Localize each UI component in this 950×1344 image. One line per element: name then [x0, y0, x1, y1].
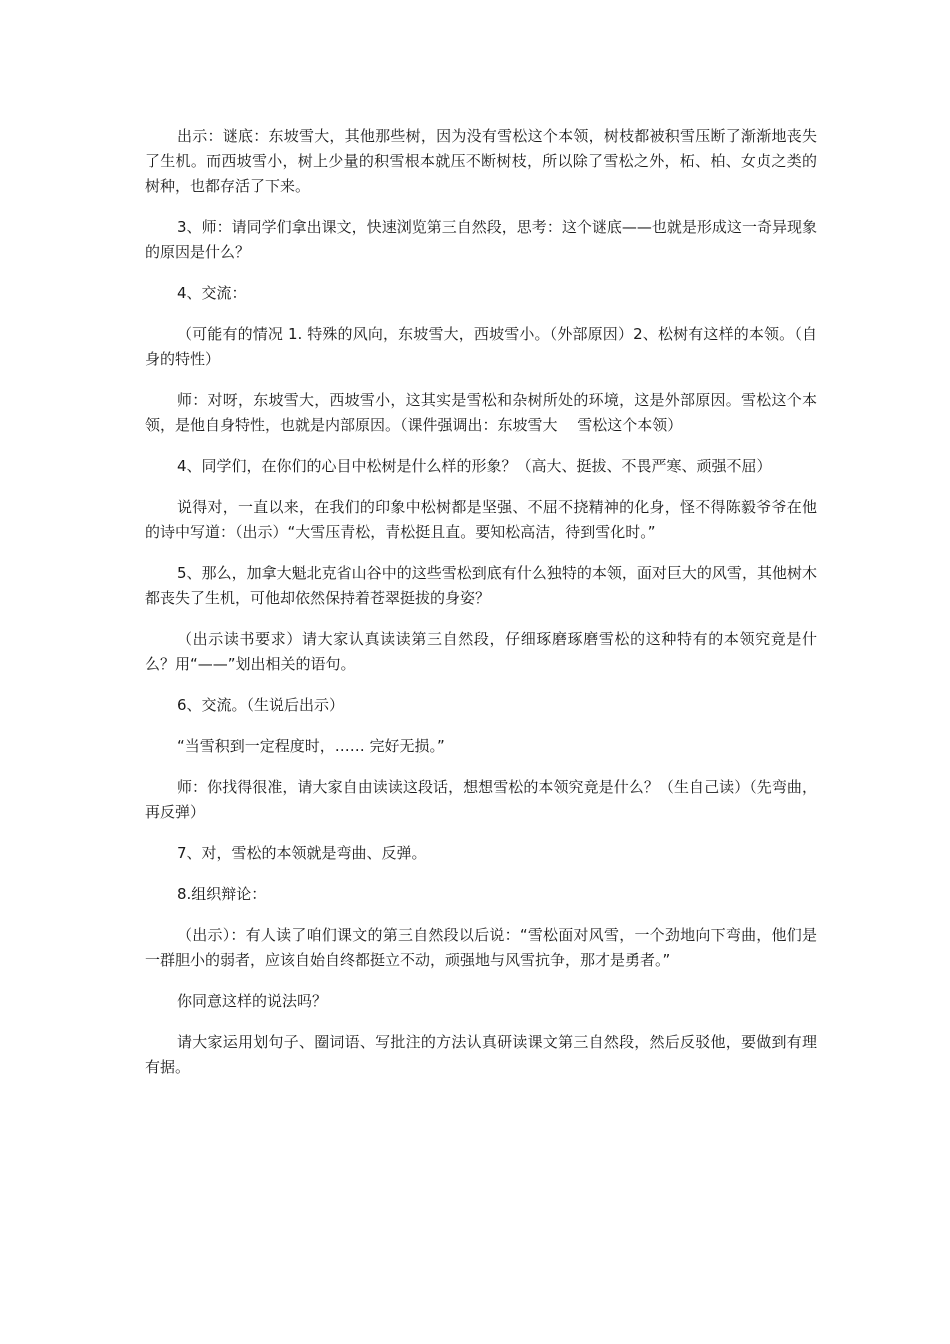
paragraph-teacher-summary: 师：对呀，东坡雪大，西坡雪小，这其实是雪松和杂树所处的环境，这是外部原因。雪松这个本领，是他自身特性，也就是内部原因。（课件强调出：东坡雪大 雪松这个本领）: [145, 391, 817, 434]
paragraph-quote: “当雪积到一定程度时，…… 完好无损。”: [177, 737, 445, 755]
paragraph-step-6: 6、交流。（生说后出示）: [177, 696, 345, 714]
paragraph-teacher-praise: 师：你找得很准，请大家自由读读这段话，想想雪松的本领究竟是什么？（生自己读）（先弯曲，再反弹）: [145, 778, 817, 821]
document-body: [145, 124, 817, 1096]
paragraph-step-4-exchange: 4、交流：: [177, 284, 247, 302]
paragraph-step-5: 5、那么，加拿大魁北克省山谷中的这些雪松到底有什么独特的本领，面对巨大的风雪，其他树木都丧失了生机，可他却依然保持着苍翠挺拔的身姿？: [145, 564, 817, 607]
paragraph-step-7: 7、对，雪松的本领就是弯曲、反弹。: [177, 844, 427, 862]
paragraph-step-3: 3、师：请同学们拿出课文，快速浏览第三自然段，思考：这个谜底——也就是形成这一奇异现象的原因是什么？: [145, 218, 817, 261]
paragraph-poem: 说得对，一直以来，在我们的印象中松树都是坚强、不屈不挠精神的化身，怪不得陈毅爷爷在他的诗中写道：（出示）“大雪压青松，青松挺且直。要知松高洁，待到雪化时。”: [145, 498, 817, 541]
paragraph-riddle-answer: 出示：谜底：东坡雪大，其他那些树，因为没有雪松这个本领，树枝都被积雪压断了渐渐地丧失了生机。而西坡雪小，树上少量的积雪根本就压不断树枝，所以除了雪松之外，柘、柏、女贞之类的树种，也都存活了下来。: [145, 127, 817, 195]
paragraph-debate-prompt: （出示）：有人读了咱们课文的第三自然段以后说：“雪松面对风雪，一个劲地向下弯曲，他们是一群胆小的弱者，应该自始自终都挺立不动，顽强地与风雪抗争，那才是勇者。”: [145, 926, 817, 969]
paragraph-possible-answers: （可能有的情况 1. 特殊的风向，东坡雪大，西坡雪小。（外部原因）2、松树有这样的本领。（自身的特性）: [145, 325, 817, 368]
paragraph-reading-requirement: （出示读书要求）请大家认真读读第三自然段，仔细琢磨琢磨雪松的这种特有的本领究竟是什么？用“——”划出相关的语句。: [145, 630, 817, 673]
paragraph-question: 你同意这样的说法吗？: [177, 992, 328, 1010]
paragraph-step-8: 8.组织辩论：: [177, 885, 267, 903]
paragraph-instruction: 请大家运用划句子、圈词语、写批注的方法认真研读课文第三自然段，然后反驳他，要做到有理有据。: [145, 1033, 817, 1076]
paragraph-step-4-image: 4、同学们，在你们的心目中松树是什么样的形象？（高大、挺拔、不畏严寒、顽强不屈）: [177, 457, 772, 475]
